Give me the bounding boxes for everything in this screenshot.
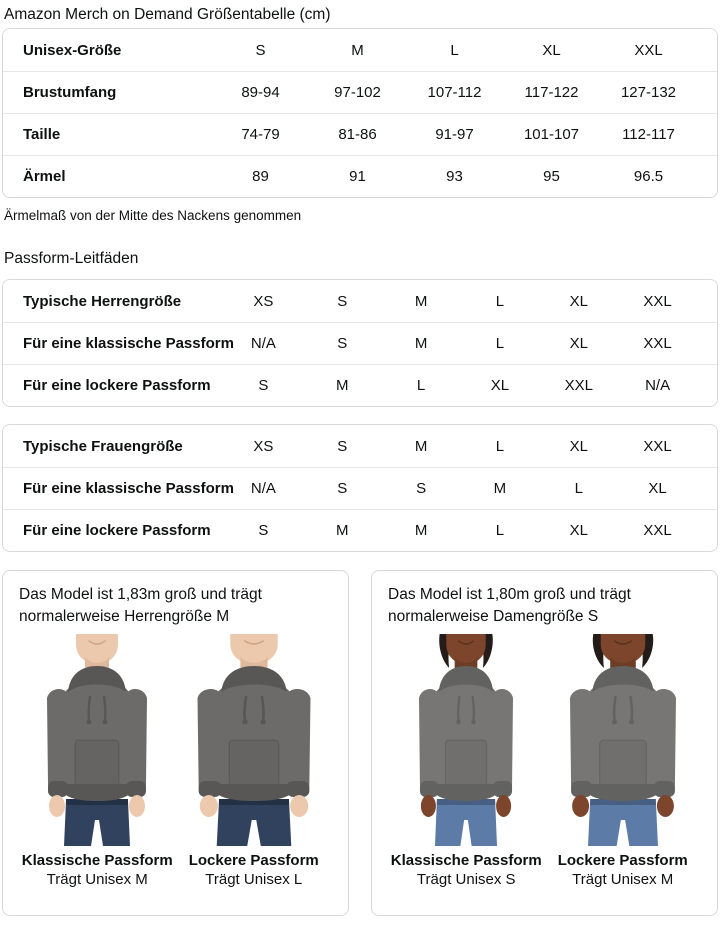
table-row xyxy=(3,155,717,197)
size-cell: S xyxy=(258,377,269,394)
model-figures xyxy=(19,634,332,889)
size-cell: 117-122 xyxy=(524,84,579,101)
model-photo xyxy=(179,634,329,846)
size-cell: L xyxy=(495,522,505,539)
size-cell: 107-112 xyxy=(427,84,482,101)
hoodie-model-illustration xyxy=(396,634,537,846)
size-cell: 91 xyxy=(349,168,366,185)
size-cell: L xyxy=(416,377,426,394)
figure-caption-size: Trägt Unisex M xyxy=(572,871,674,888)
table-row xyxy=(3,509,717,551)
size-cell: S xyxy=(337,480,348,497)
figure-caption-fit: Klassische Passform xyxy=(21,852,173,869)
size-cell: XL xyxy=(648,480,667,497)
model-photo xyxy=(391,634,541,846)
size-column-header: L xyxy=(450,41,459,59)
page-title: Amazon Merch on Demand Größentabelle (cm) xyxy=(4,6,331,23)
figure-caption-fit: Klassische Passform xyxy=(390,852,542,869)
size-cell: 95 xyxy=(543,168,560,185)
sleeve-note: Ärmelmaß von der Mitte des Nackens genommen xyxy=(4,208,302,223)
size-cell: XL xyxy=(569,335,588,352)
size-column-header: M xyxy=(351,41,364,59)
figure-caption-size: Trägt Unisex S xyxy=(416,871,516,888)
size-cell: XL xyxy=(569,437,588,455)
figure-caption-size: Trägt Unisex L xyxy=(205,871,303,888)
figure-caption-fit: Lockere Passform xyxy=(188,852,319,869)
table-row xyxy=(3,364,717,406)
hoodie-model-illustration xyxy=(169,634,339,846)
size-cell: XL xyxy=(490,377,510,394)
table-row xyxy=(3,280,717,322)
size-cell: M xyxy=(414,335,428,352)
size-cell: S xyxy=(337,335,348,352)
size-cell: M xyxy=(414,522,428,539)
size-cell: 74-79 xyxy=(241,126,280,143)
size-cell: N/A xyxy=(250,480,276,497)
size-column-header: XL xyxy=(542,41,561,59)
row-label: Ärmel xyxy=(23,168,66,185)
fit-table-men xyxy=(2,279,718,407)
model-card xyxy=(371,570,718,916)
table-row xyxy=(3,467,717,509)
row-label: Für eine lockere Passform xyxy=(23,522,211,539)
hoodie-model-illustration xyxy=(543,634,702,846)
model-card-heading: Das Model ist 1,83m groß und trägt normalerweise Herrengröße M xyxy=(19,586,262,625)
fit-table-women xyxy=(2,424,718,552)
size-cell: 89 xyxy=(252,168,269,185)
figure-caption-fit: Lockere Passform xyxy=(557,852,688,869)
table-row xyxy=(3,113,717,155)
size-cell: N/A xyxy=(250,335,276,352)
size-cell: 96.5 xyxy=(633,168,664,185)
size-cell: 93 xyxy=(446,168,463,185)
size-cell: S xyxy=(258,522,269,539)
row-label: Für eine klassische Passform xyxy=(23,480,234,497)
size-cell: XS xyxy=(253,437,274,455)
size-cell: M xyxy=(335,522,349,539)
model-photo xyxy=(548,634,698,846)
size-cell: S xyxy=(337,437,348,455)
model-figures xyxy=(388,634,701,889)
size-cell: M xyxy=(414,292,428,310)
hoodie-model-illustration xyxy=(22,634,172,846)
row-label: Für eine klassische Passform xyxy=(23,335,234,352)
size-cell: L xyxy=(495,292,505,310)
row-label: Taille xyxy=(23,126,61,143)
row-label: Typische Herrengröße xyxy=(23,292,182,310)
size-cell: 89-94 xyxy=(241,84,280,101)
table-row xyxy=(3,425,717,467)
row-label: Für eine lockere Passform xyxy=(23,377,211,394)
model-card-heading: Das Model ist 1,80m groß und trägt normalerweise Damengröße S xyxy=(388,586,631,625)
figure-caption-size: Trägt Unisex M xyxy=(46,871,148,888)
fit-guides-heading: Passform-Leitfäden xyxy=(4,250,139,267)
size-cell: XXL xyxy=(643,335,672,352)
size-cell: 112-117 xyxy=(622,126,675,143)
table-row xyxy=(3,71,717,113)
size-cell: M xyxy=(414,437,428,455)
size-cell: L xyxy=(495,335,505,352)
unisex-size-table xyxy=(2,28,718,198)
model-photo xyxy=(22,634,172,846)
size-cell: 97-102 xyxy=(334,84,381,101)
size-column-header: S xyxy=(255,41,266,59)
row-label: Unisex-Größe xyxy=(23,41,122,59)
size-cell: L xyxy=(574,480,583,497)
size-cell: 101-107 xyxy=(523,126,580,143)
table-row xyxy=(3,322,717,364)
size-cell: XXL xyxy=(643,522,672,539)
size-cell: L xyxy=(495,437,505,455)
size-cell: M xyxy=(493,480,507,497)
size-cell: S xyxy=(416,480,427,497)
size-cell: XXL xyxy=(643,292,672,310)
size-cell: S xyxy=(337,292,348,310)
row-label: Typische Frauengröße xyxy=(23,437,183,455)
size-column-header: XXL xyxy=(634,41,663,59)
size-cell: N/A xyxy=(645,377,671,394)
row-label: Brustumfang xyxy=(23,84,117,101)
size-cell: XL xyxy=(569,522,588,539)
model-cards-row xyxy=(2,570,718,916)
size-cell: 91-97 xyxy=(435,126,474,143)
model-figure xyxy=(176,634,333,889)
model-figure xyxy=(388,634,545,889)
size-cell: XXL xyxy=(643,437,672,455)
size-cell: XXL xyxy=(564,377,593,394)
size-cell: XL xyxy=(569,292,588,310)
size-cell: XS xyxy=(253,292,274,310)
size-cell: M xyxy=(335,377,349,394)
table-row xyxy=(3,29,717,71)
model-figure xyxy=(19,634,176,889)
model-figure xyxy=(545,634,702,889)
model-card xyxy=(2,570,349,916)
size-cell: 127-132 xyxy=(620,84,677,101)
size-cell: 81-86 xyxy=(338,126,377,143)
